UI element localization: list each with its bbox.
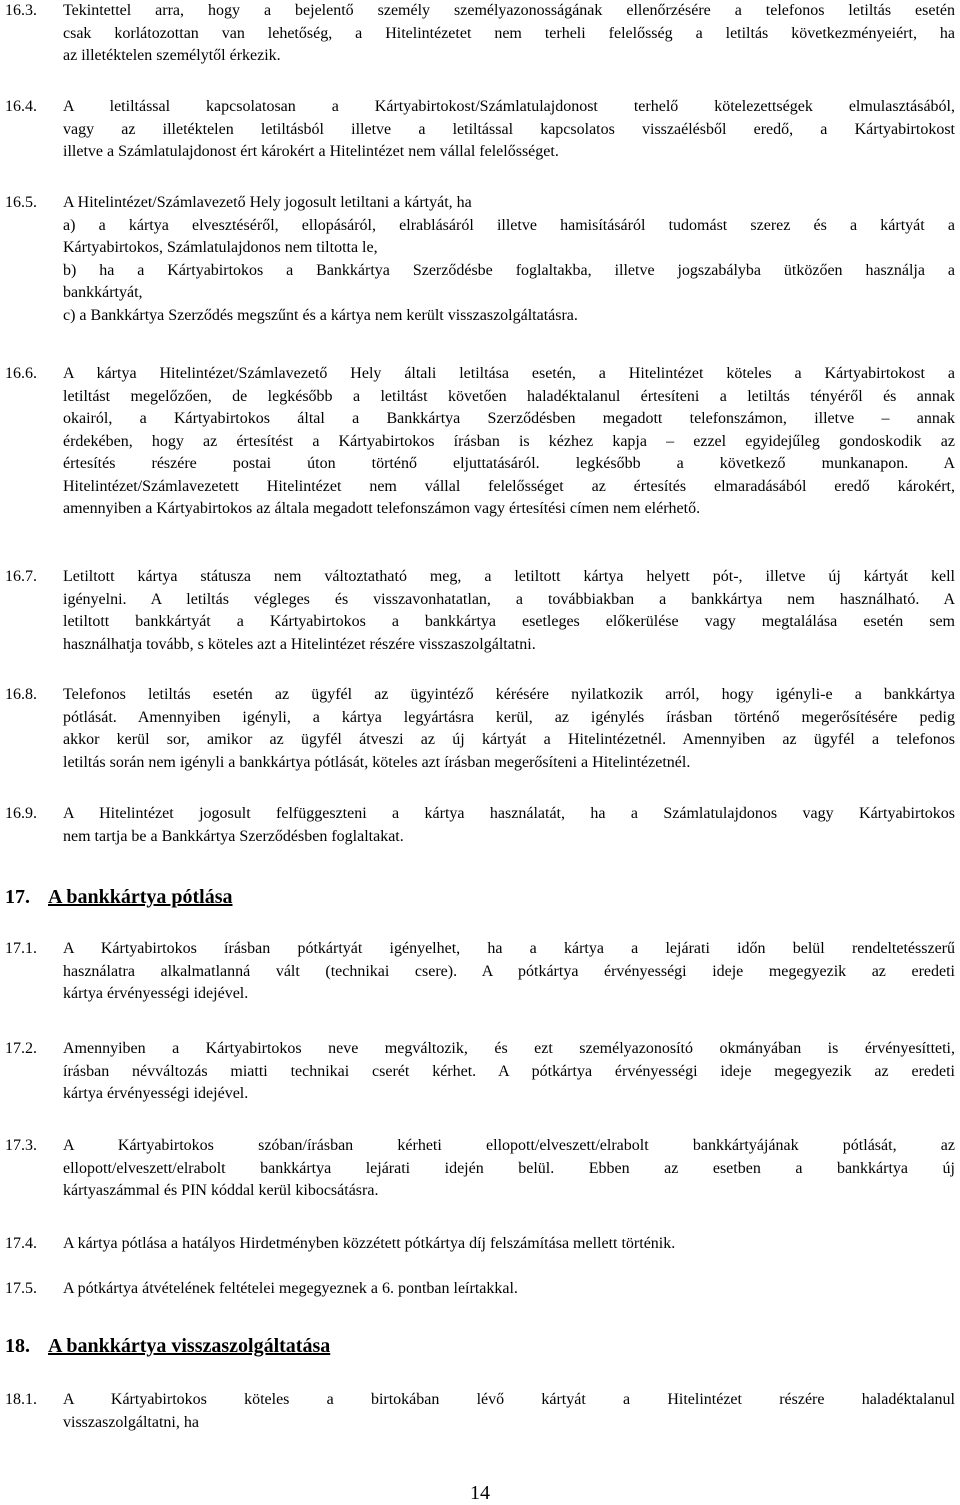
paragraph-line: A Kártyabirtokos köteles a birtokában lévő kártyát a Hitelintézet részére haladéktalanul: [63, 1391, 955, 1408]
paragraph-number: 17.3.: [5, 1137, 37, 1154]
paragraph-number: 16.4.: [5, 98, 37, 115]
section-heading-17: [5, 884, 233, 910]
paragraph-16-4: [5, 96, 955, 164]
paragraph-line: A Hitelintézet jogosult felfüggeszteni a kártya használatát, ha a Számlatulajdonos vagy Kártyabirtokos: [63, 805, 955, 822]
paragraph-number: 16.5.: [5, 194, 37, 211]
paragraph-number: 16.7.: [5, 568, 37, 585]
paragraph-16-5: [5, 192, 955, 327]
paragraph-line: írásban névváltozás miatti technikai cserét kérhet. A pótkártya érvényességi ideje megegyezik az eredeti: [63, 1062, 955, 1080]
paragraph-number: 17.4.: [5, 1235, 37, 1252]
section-number: 17.: [5, 886, 30, 908]
paragraph-line: pótlását. Amennyiben igényli, a kártya legyártásra kerül, az igénylés írásban történő megerősítésére pedig: [63, 708, 955, 726]
paragraph-line: a) a kártya elvesztéséről, ellopásáról, elrablásáról illetve hamisításáról tudomást szerez és a kártyát a: [63, 216, 955, 234]
paragraph-line: kártya érvényességi idejével.: [63, 1085, 249, 1102]
paragraph-line: Kártyabirtokos, Számlatulajdonos nem tiltotta le,: [63, 239, 378, 256]
paragraph-line: bankkártyát,: [63, 284, 143, 301]
paragraph-number: 17.2.: [5, 1040, 37, 1057]
paragraph-line: akkor kerül sor, amikor az ügyfél átveszi az új kártyát a Hitelintézetnél. Amennyiben az ügyfél a telefonos: [63, 731, 955, 748]
section-number: 18.: [5, 1335, 30, 1357]
paragraph-line: A kártya Hitelintézet/Számlavezető Hely általi letiltása esetén, a Hitelintézet köteles a Kártyabirtokost a: [63, 365, 955, 382]
paragraph-line: letiltás során nem igényli a bankkártya pótlását, köteles azt írásban megerősíteni a Hitelintézetnél.: [63, 753, 691, 771]
paragraph-line: csak korlátozottan van lehetőség, a Hitelintézetet nem terheli felelősség a letiltás következményeiért, ha: [63, 24, 955, 42]
paragraph-line: vagy az illetéktelen letiltásból illetve a letiltással kapcsolatos visszaélésből eredő, a Kártyabirtokost: [63, 120, 955, 138]
paragraph-line: Tekintettel arra, hogy a bejelentő személy személyazonosságának ellenőrzésére a telefonos letiltás esetén: [63, 2, 955, 19]
paragraph-number: 16.3.: [5, 2, 37, 19]
paragraph-16-9: [5, 803, 955, 848]
paragraph-line: visszaszolgáltatni, ha: [63, 1413, 199, 1431]
paragraph-number: 17.5.: [5, 1280, 37, 1297]
section-title: A bankkártya visszaszolgáltatása: [48, 1335, 331, 1357]
paragraph-17-1: [5, 938, 955, 1006]
paragraph-line: letiltott bankkártyát a Kártyabirtokos a bankkártya esetleges előkerülése vagy megtalálása esetén sem: [63, 613, 955, 630]
paragraph-line: A pótkártya átvételének feltételei megegyeznek a 6. pontban leírtakkal.: [63, 1280, 518, 1297]
paragraph-number: 18.1.: [5, 1391, 37, 1408]
paragraph-line: b) ha a Kártyabirtokos a Bankkártya Szerződésbe foglaltakba, illetve jogszabályba ütközően használja a: [63, 261, 955, 279]
paragraph-17-4: [5, 1233, 955, 1256]
paragraph-number: 16.8.: [5, 686, 37, 703]
paragraph-17-3: [5, 1135, 955, 1203]
paragraph-line: A letiltással kapcsolatosan a Kártyabirtokost/Számlatulajdonost terhelő kötelezettségek elmulasztásából,: [63, 98, 955, 115]
paragraph-line: kártya érvényességi idejével.: [63, 985, 249, 1002]
paragraph-line: használatra alkalmatlanná vált (technikai csere). A pótkártya érvényességi ideje megegyezik az eredeti: [63, 962, 955, 980]
paragraph-line: használhatja tovább, s köteles azt a Hitelintézet részére visszaszolgáltatni.: [63, 635, 536, 653]
page-number: 14: [470, 1482, 490, 1504]
paragraph-line: az illetéktelen személytől érkezik.: [63, 47, 281, 64]
section-heading-18: [5, 1333, 330, 1359]
paragraph-line: kártyaszámmal és PIN kóddal kerül kibocsátásra.: [63, 1182, 379, 1199]
section-title: A bankkártya pótlása: [48, 886, 233, 908]
paragraph-16-8: [5, 684, 955, 774]
paragraph-16-7: [5, 566, 955, 656]
paragraph-line: letiltást megelőzően, de legkésőbb a letiltást követően haladéktalanul értesíteni a letiltás tényéről és annak: [63, 387, 955, 405]
paragraph-17-5: [5, 1278, 955, 1301]
paragraph-line: okairól, a Kártyabirtokos által a Bankkártya Szerződésben megadott telefonszámon, illetve – annak: [63, 410, 955, 427]
paragraph-line: nem tartja be a Bankkártya Szerződésben foglaltakat.: [63, 827, 404, 845]
paragraph-line: érdekében, hogy az értesítést a Kártyabirtokos írásban is kézhez kapja – ezzel egyidejűleg gondoskodik az: [63, 432, 955, 450]
paragraph-line: Amennyiben a Kártyabirtokos neve megváltozik, és ezt személyazonosító okmányában is érvényesítteti,: [63, 1040, 955, 1057]
paragraph-line: illetve a Számlatulajdonost ért károkért a Hitelintézet nem vállal felelősséget.: [63, 143, 559, 160]
paragraph-line: A Hitelintézet/Számlavezető Hely jogosult letiltani a kártyát, ha: [63, 194, 472, 211]
paragraph-line: ellopott/elveszett/elrabolt bankkártya lejárati idején belül. Ebben az esetben a bankkártya új: [63, 1159, 955, 1177]
paragraph-line: Telefonos letiltás esetén az ügyfél az ügyintéző kérésére nyilatkozik arról, hogy igényli-e a bankkártya: [63, 686, 955, 703]
paragraph-number: 16.6.: [5, 365, 37, 382]
paragraph-17-2: [5, 1038, 955, 1106]
paragraph-number: 17.1.: [5, 940, 37, 957]
paragraph-number: 16.9.: [5, 805, 37, 822]
paragraph-line: értesítés részére postai úton történő eljuttatásáról. legkésőbb a következő munkanapon. A: [63, 455, 955, 472]
paragraph-line: A Kártyabirtokos írásban pótkártyát igényelhet, ha a kártya a lejárati időn belül rendeltetésszerű: [63, 940, 955, 957]
paragraph-line: amennyiben a Kártyabirtokos az általa megadott telefonszámon vagy értesítési címen nem elérhető.: [63, 500, 701, 517]
paragraph-line: Hitelintézet/Számlavezetett Hitelintézet nem vállal felelősséget az értesítés elmaradásából eredő károkért,: [63, 477, 955, 495]
paragraph-line: A Kártyabirtokos szóban/írásban kérheti ellopott/elveszett/elrabolt bankkártyájának pótlását, az: [63, 1137, 955, 1154]
paragraph-line: igényelni. A letiltás végleges és visszavonhatatlan, a továbbiakban a bankkártya nem használható. A: [63, 590, 955, 608]
paragraph-line: c) a Bankkártya Szerződés megszűnt és a kártya nem került visszaszolgáltatásra.: [63, 306, 578, 324]
paragraph-16-6: [5, 363, 955, 521]
paragraph-line: Letiltott kártya státusza nem változtatható meg, a letiltott kártya helyett pót-, illetve új kártyát kell: [63, 568, 955, 585]
paragraph-line: A kártya pótlása a hatályos Hirdetményben közzétett pótkártya díj felszámítása mellett történik.: [63, 1235, 676, 1252]
paragraph-18-1: [5, 1389, 955, 1434]
paragraph-16-3: [5, 0, 955, 68]
